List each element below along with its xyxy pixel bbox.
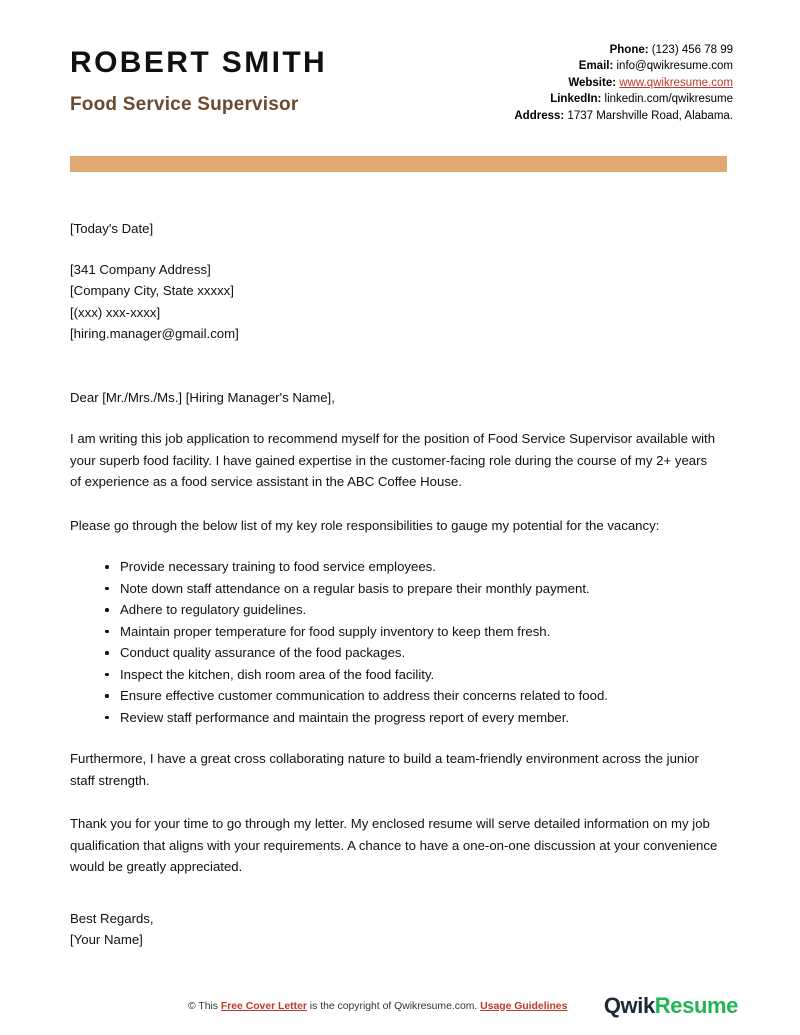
- usage-guidelines-link[interactable]: Usage Guidelines: [480, 1000, 568, 1012]
- free-cover-letter-link[interactable]: Free Cover Letter: [220, 1000, 307, 1012]
- contact-row-address: [514, 108, 733, 124]
- list-item: Inspect the kitchen, dish room area of the food facility.: [70, 664, 730, 686]
- logo-text-resume: Resume: [654, 993, 738, 1018]
- contact-value-address: 1737 Marshville Road, Alabama.: [567, 109, 733, 122]
- contact-label-address: Address:: [514, 109, 565, 122]
- contact-value-linkedin: linkedin.com/qwikresume: [604, 93, 733, 106]
- identity-block: [70, 38, 327, 117]
- letter-salutation: Dear [Mr./Mrs./Ms.] [Hiring Manager's Name],: [70, 389, 335, 405]
- list-item: Conduct quality assurance of the food packages.: [70, 642, 730, 664]
- list-item: Ensure effective customer communication to address their concerns related to food.: [70, 685, 730, 707]
- list-item: Adhere to regulatory guidelines.: [70, 599, 730, 621]
- list-item: Provide necessary training to food service employees.: [70, 556, 730, 578]
- contact-value-email: info@qwikresume.com: [616, 60, 733, 73]
- copyright-middle: is the copyright of Qwikresume.com.: [306, 1000, 481, 1012]
- contact-value-website-link[interactable]: www.qwikresume.com: [619, 76, 733, 89]
- contact-row-linkedin: [514, 91, 733, 107]
- contact-details-block: [514, 38, 733, 124]
- accent-divider-bar: [70, 156, 727, 172]
- letter-signoff-block: [70, 908, 730, 951]
- contact-label-email: Email:: [578, 60, 614, 73]
- letter-paragraph-4: Thank you for your time to go through my letter. My enclosed resume will serve detailed information on my job qualification that aligns with your requirements. A chance to have a one-on-one discussion at your convenience would be greatly appreciated.: [70, 816, 718, 875]
- recipient-line-phone: [(xxx) xxx-xxxx]: [70, 304, 161, 320]
- logo-text-qwik: Qwik: [603, 993, 655, 1018]
- contact-row-website: [514, 75, 733, 91]
- applicant-name: ROBERT SMITH: [70, 46, 328, 79]
- letter-date: [Today's Date]: [70, 221, 154, 237]
- list-item: Review staff performance and maintain the progress report of every member.: [70, 707, 730, 729]
- document-header: [0, 0, 800, 124]
- document-footer: [0, 995, 800, 1017]
- letter-body: [0, 218, 800, 951]
- qwikresume-logo[interactable]: [604, 995, 738, 1017]
- letter-paragraph-3: Furthermore, I have a great cross collaborating nature to build a team-friendly environment across the junior staff strength.: [70, 751, 699, 788]
- recipient-line-city: [Company City, State xxxxx]: [70, 283, 234, 299]
- recipient-address-block: [70, 259, 730, 345]
- contact-label-website: Website:: [568, 76, 617, 89]
- copyright-prefix: © This: [188, 1000, 221, 1012]
- letter-paragraph-2: Please go through the below list of my key role responsibilities to gauge my potential for the vacancy:: [70, 517, 660, 533]
- contact-row-phone: [514, 42, 733, 58]
- recipient-line-street: [341 Company Address]: [70, 261, 211, 277]
- contact-label-phone: Phone:: [609, 44, 649, 56]
- copyright-notice: [188, 1001, 567, 1012]
- list-item: Note down staff attendance on a regular basis to prepare their monthly payment.: [70, 578, 730, 600]
- letter-paragraph-1: I am writing this job application to recommend myself for the position of Food Service Supervisor available with your superb food facility. I have gained expertise in the customer-facing role during the course of my 2+ years of experience as a food service assistant in the ABC Coffee House.: [70, 431, 716, 490]
- letter-closing: Best Regards,: [70, 910, 154, 926]
- list-item: Maintain proper temperature for food supply inventory to keep them fresh.: [70, 621, 730, 643]
- contact-value-phone: (123) 456 78 99: [651, 44, 733, 56]
- responsibilities-list: [70, 556, 730, 728]
- applicant-job-title: Food Service Supervisor: [70, 94, 299, 115]
- recipient-line-email: [hiring.manager@gmail.com]: [70, 326, 239, 342]
- contact-row-email: [514, 58, 733, 74]
- letter-signature: [Your Name]: [70, 932, 143, 948]
- contact-label-linkedin: LinkedIn:: [550, 93, 602, 106]
